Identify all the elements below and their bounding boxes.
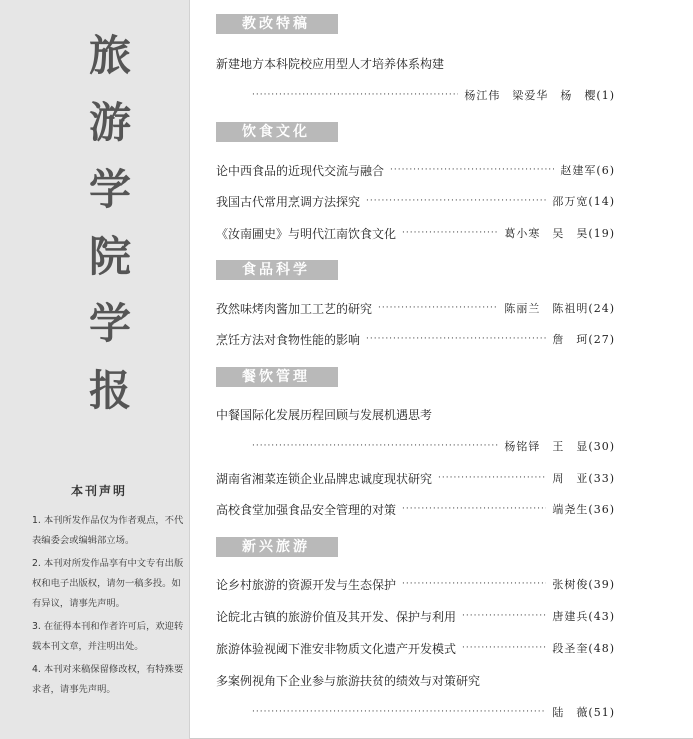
journal-title-char: 学 [88,165,131,214]
toc-entry[interactable] [216,573,615,595]
authors-page: 周 亚(33) [552,472,615,485]
journal-title-char: 学 [88,299,131,348]
journal-title-char: 游 [88,98,131,147]
statement-item: 2. 本刊对所发作品享有中文专有出版权和电子出版权，请勿一稿多投。如有异议，请事先声明。 [32,558,184,609]
article-title[interactable]: 我国古代常用烹调方法探究 [216,194,361,209]
toc-entry-title[interactable] [216,669,615,691]
toc-entry[interactable] [216,637,615,659]
leader-dots [366,196,546,206]
toc-entry[interactable] [216,605,615,627]
toc-entry-continuation [246,435,615,457]
leader-dots [438,473,546,483]
sidebar [0,0,190,739]
leader-dots [462,643,546,653]
statement-heading: 本刊声明 [70,484,127,498]
leader-dots [402,228,498,238]
article-title[interactable]: 论中西食品的近现代交流与融合 [216,163,385,178]
toc-entry[interactable] [216,498,615,520]
toc-entry[interactable] [216,297,615,319]
section-label: 新兴旅游 [216,537,338,557]
leader-dots [252,90,458,100]
authors-page: 赵建军(6) [560,164,615,177]
section-label: 教改特稿 [216,14,338,34]
toc-entry[interactable] [216,328,615,350]
article-title[interactable]: 高校食堂加强食品安全管理的对策 [216,502,397,517]
article-title[interactable]: 旅游体验视阈下淮安非物质文化遗产开发模式 [216,641,457,656]
leader-dots [252,441,498,451]
article-title[interactable]: 孜然味烤肉酱加工工艺的研究 [216,301,373,316]
authors-page: 杨江伟 梁爱华 杨 樱(1) [464,89,615,102]
toc-entry[interactable] [216,222,615,244]
leader-dots [462,611,546,621]
toc-entry[interactable] [216,159,615,181]
leader-dots [366,334,546,344]
toc-entry[interactable] [216,467,615,489]
statement-item: 1. 本刊所发作品仅为作者观点，不代表编委会或编辑部立场。 [32,515,184,546]
table-of-contents [190,0,693,739]
authors-page: 邵万宽(14) [552,195,615,208]
article-title[interactable]: 烹饪方法对食物性能的影响 [216,332,361,347]
authors-page: 唐建兵(43) [552,610,615,623]
toc-entry-continuation [246,84,615,106]
authors-page: 陆 薇(51) [552,706,615,719]
authors-page: 段圣奎(48) [552,642,615,655]
article-title[interactable]: 新建地方本科院校应用型人才培养体系构建 [216,56,445,71]
authors-page: 杨铭铎 王 显(30) [504,440,615,453]
journal-title [68,22,152,424]
journal-statement [32,482,187,703]
leader-dots [390,165,554,175]
section-label: 饮食文化 [216,122,338,142]
authors-page: 葛小寒 吴 昊(19) [504,227,615,240]
leader-dots [402,504,546,514]
toc-entry-title[interactable] [216,403,615,425]
article-title[interactable]: 《汝南圃史》与明代江南饮食文化 [216,226,397,241]
toc-entry[interactable] [216,190,615,212]
leader-dots [252,707,546,717]
authors-page: 陈丽兰 陈祖明(24) [504,302,615,315]
statement-item: 3. 在征得本刊和作者许可后，欢迎转载本刊文章，并注明出处。 [32,621,184,652]
authors-page: 张树俊(39) [552,578,615,591]
leader-dots [402,579,546,589]
article-title[interactable]: 论皖北古镇的旅游价值及其开发、保护与利用 [216,609,457,624]
journal-title-char: 旅 [88,31,131,80]
section-label: 餐饮管理 [216,367,338,387]
authors-page: 詹 珂(27) [552,333,615,346]
statement-item: 4. 本刊对来稿保留修改权，有特殊要求者，请事先声明。 [32,664,184,695]
journal-title-char: 院 [88,232,131,281]
article-title[interactable]: 多案例视角下企业参与旅游扶贫的绩效与对策研究 [216,673,481,688]
toc-entry-title[interactable] [216,52,615,74]
leader-dots [378,303,498,313]
article-title[interactable]: 湖南省湘菜连锁企业品牌忠诚度现状研究 [216,471,433,486]
toc-entry-continuation [246,701,615,723]
article-title[interactable]: 论乡村旅游的资源开发与生态保护 [216,577,397,592]
article-title[interactable]: 中餐国际化发展历程回顾与发展机遇思考 [216,407,433,422]
authors-page: 端尧生(36) [552,503,615,516]
section-label: 食品科学 [216,260,338,280]
journal-title-char: 报 [88,366,131,415]
